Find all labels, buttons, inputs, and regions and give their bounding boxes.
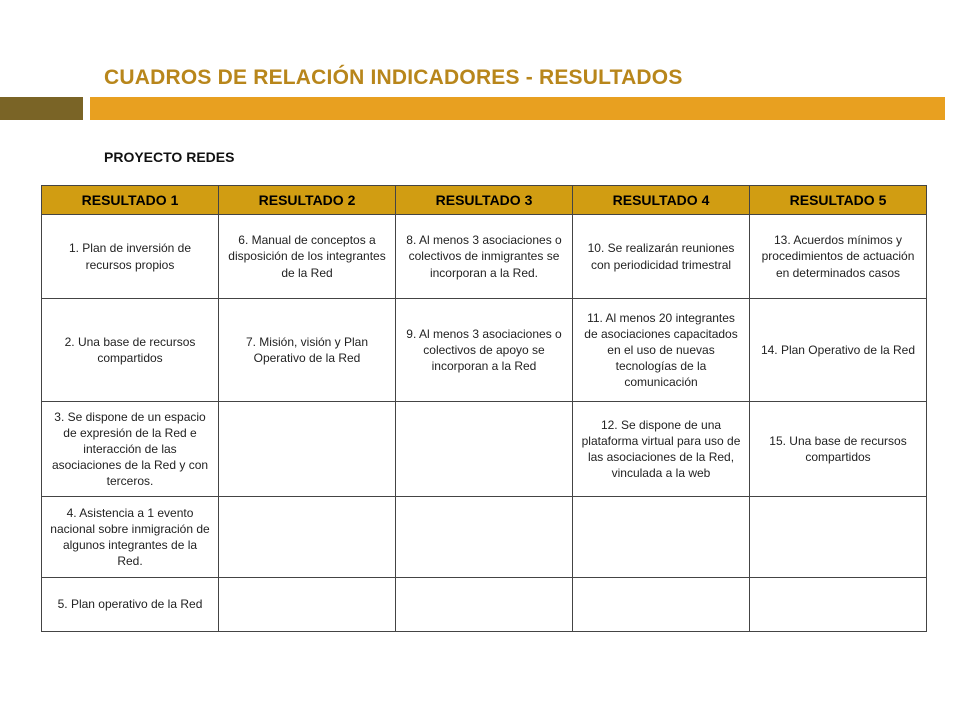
table-cell: 9. Al menos 3 asociaciones o colectivos de apoyo se incorporan a la Red <box>396 299 573 402</box>
header-resultado-2: RESULTADO 2 <box>219 186 396 215</box>
table-cell: 12. Se dispone de una plataforma virtual para uso de las asociaciones de la Red, vinculada a la web <box>573 402 750 497</box>
table-row <box>42 402 927 497</box>
table-cell: 8. Al menos 3 asociaciones o colectivos de inmigrantes se incorporan a la Red. <box>396 215 573 299</box>
header-resultado-1: RESULTADO 1 <box>42 186 219 215</box>
table-cell <box>219 497 396 578</box>
accent-bar-light <box>90 97 945 120</box>
table-cell: 1. Plan de inversión de recursos propios <box>42 215 219 299</box>
slide-title: CUADROS DE RELACIÓN INDICADORES - RESULTADOS <box>104 66 683 89</box>
table-cell: 4. Asistencia a 1 evento nacional sobre inmigración de algunos integrantes de la Red. <box>42 497 219 578</box>
table-cell: 2. Una base de recursos compartidos <box>42 299 219 402</box>
table-row <box>42 578 927 632</box>
results-table <box>41 185 927 632</box>
table-cell <box>396 402 573 497</box>
accent-bar-dark <box>0 97 83 120</box>
table-cell: 13. Acuerdos mínimos y procedimientos de actuación en determinados casos <box>750 215 927 299</box>
table-cell <box>573 497 750 578</box>
table-cell: 6. Manual de conceptos a disposición de los integrantes de la Red <box>219 215 396 299</box>
project-label: PROYECTO REDES <box>104 149 235 165</box>
table-cell <box>219 402 396 497</box>
table-cell: 3. Se dispone de un espacio de expresión de la Red e interacción de las asociaciones de la Red y con terceros. <box>42 402 219 497</box>
header-resultado-3: RESULTADO 3 <box>396 186 573 215</box>
table-cell: 11. Al menos 20 integrantes de asociaciones capacitados en el uso de nuevas tecnologías de la comunicación <box>573 299 750 402</box>
table-cell <box>396 578 573 632</box>
table-cell <box>750 497 927 578</box>
table-cell: 7. Misión, visión y Plan Operativo de la Red <box>219 299 396 402</box>
table-cell: 14. Plan Operativo de la Red <box>750 299 927 402</box>
table-cell: 5. Plan operativo de la Red <box>42 578 219 632</box>
table-cell <box>219 578 396 632</box>
table-row <box>42 215 927 299</box>
table-row <box>42 299 927 402</box>
table-cell: 15. Una base de recursos compartidos <box>750 402 927 497</box>
table-header-row <box>42 186 927 215</box>
header-resultado-5: RESULTADO 5 <box>750 186 927 215</box>
table-row <box>42 497 927 578</box>
table-cell <box>396 497 573 578</box>
table-cell: 10. Se realizarán reuniones con periodicidad trimestral <box>573 215 750 299</box>
table-cell <box>573 578 750 632</box>
table-cell <box>750 578 927 632</box>
header-resultado-4: RESULTADO 4 <box>573 186 750 215</box>
